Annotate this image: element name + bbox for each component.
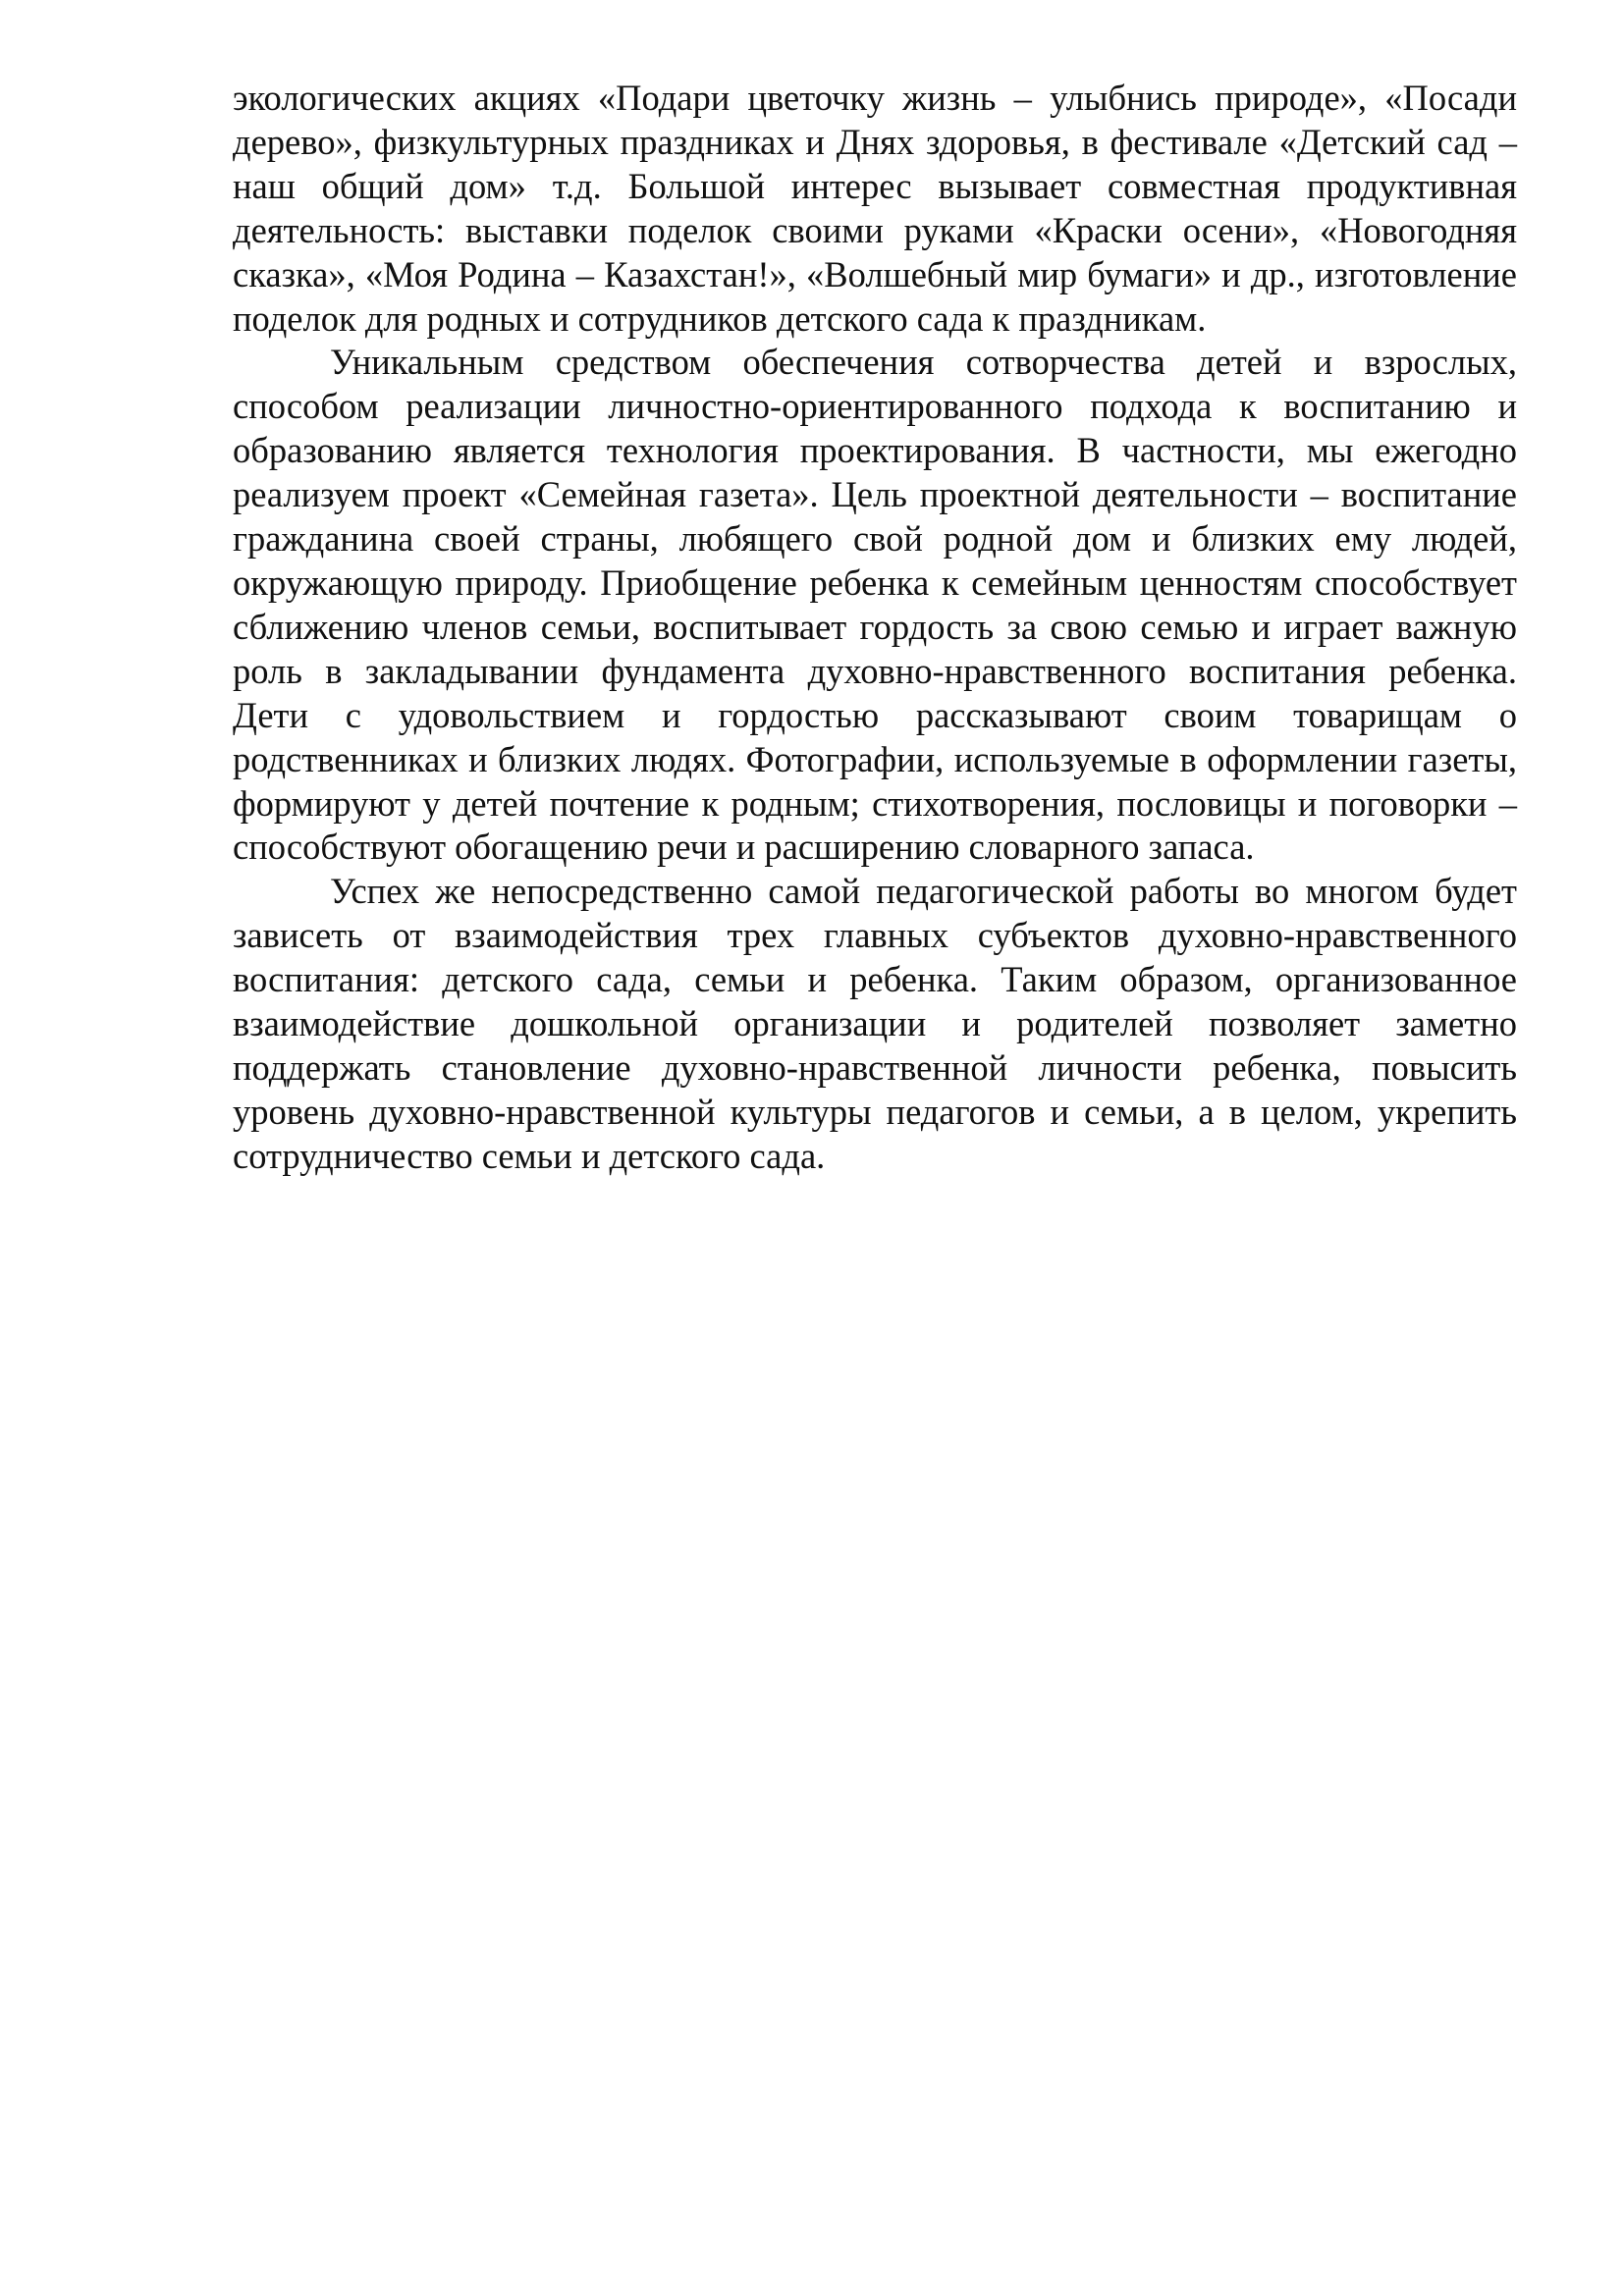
paragraph-continuation: экологических акциях «Подари цветочку жизнь – улыбнись природе», «Посади дерево», физкультурных праздниках и Днях здоровья, в фестивале «Детский сад – наш общий дом» т.д. Большой интерес вызывает совместная продуктивная деятельность: выставки поделок своими руками «Краски осени», «Новогодняя сказка», «Моя Родина – Казахстан!», «Волшебный мир бумаги» и др., изготовление поделок для родных и сотрудников детского сада к праздникам. bbox=[233, 78, 1517, 339]
paragraph-project-technology: Уникальным средством обеспечения сотворчества детей и взрослых, способом реализации личностно-ориентированного подхода к воспитанию и образованию является технология проектирования. В частности, мы ежегодно реализуем проект «Семейная газета». Цель проектной деятельности – воспитание гражданина своей страны, любящего свой родной дом и близких ему людей, окружающую природу. Приобщение ребенка к семейным ценностям способствует сближению членов семьи, воспитывает гордость за свою семью и играет важную роль в закладывании фундамента духовно-нравственного воспитания ребенка. Дети с удовольствием и гордостью рассказывают своим товарищам о родственниках и близких людях. Фотографии, используемые в оформлении газеты, формируют у детей почтение к родным; стихотворения, пословицы и поговорки – способствуют обогащению речи и расширению словарного запаса. bbox=[233, 342, 1517, 868]
paragraph-conclusion: Успех же непосредственно самой педагогической работы во многом будет зависеть от взаимодействия трех главных субъектов духовно-нравственного воспитания: детского сада, семьи и ребенка. Таким образом, организованное взаимодействие дошкольной организации и родителей позволяет заметно поддержать становление духовно-нравственной личности ребенка, повысить уровень духовно-нравственной культуры педагогов и семьи, а в целом, укрепить сотрудничество семьи и детского сада. bbox=[233, 871, 1517, 1176]
body-text bbox=[233, 77, 1517, 1179]
